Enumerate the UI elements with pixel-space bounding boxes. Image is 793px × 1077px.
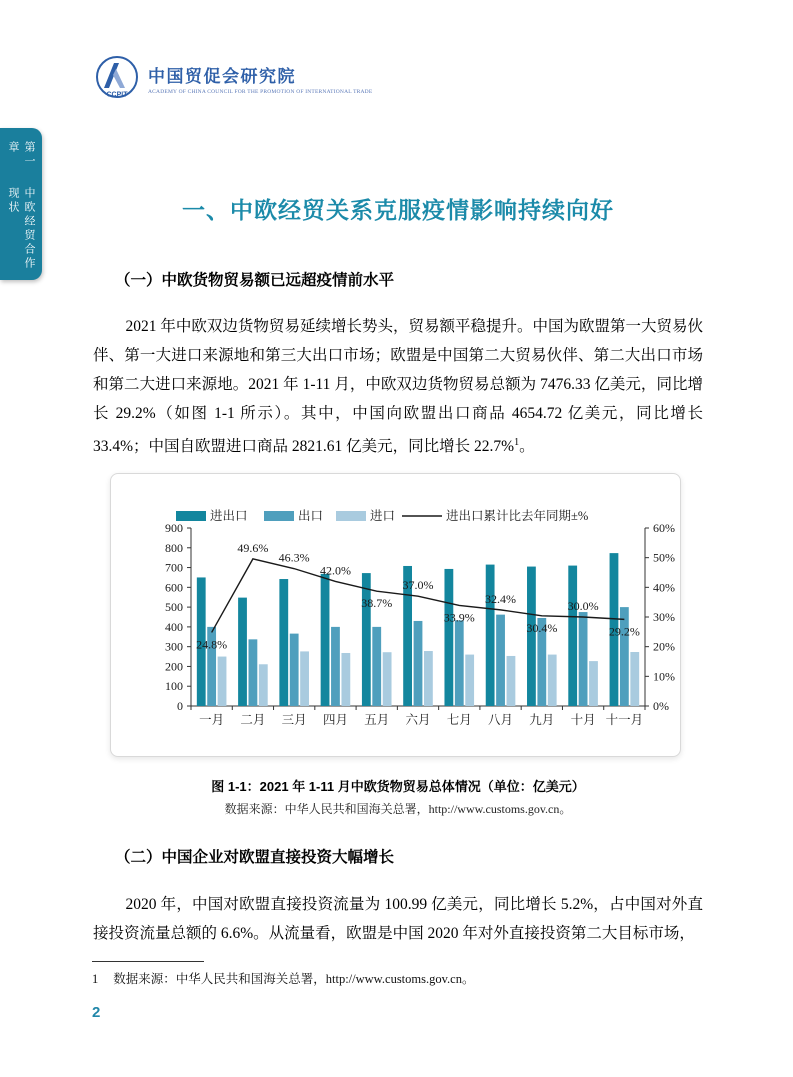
bar: [444, 569, 453, 706]
subsection-1-paragraph: [93, 312, 703, 461]
x-axis-tick-label: 七月: [446, 713, 472, 727]
bar: [218, 657, 227, 706]
right-axis-tick-label: 40%: [653, 580, 675, 595]
paragraph-text: 2021 年中欧双边货物贸易延续增长势头，贸易额平稳提升。中国为欧盟第一大贸易伙伴、第一大进口来源地和第三大出口市场；欧盟是中国第二大贸易伙伴、第二大出口市场和第二大进口来源地。2021 年 1-11 月，中欧双边货物贸易总额为 7476.33 亿美元，同比增长 29.2%（如图 1-1 所示）。其中，中国向欧盟出口商品 4654.72 亿美元，同比增长 33.4%；中国自欧盟进口商品 2821.61 亿美元，同比增长 22.7%: [93, 318, 703, 456]
legend-swatch: [336, 511, 366, 521]
trend-point-label: 32.4%: [485, 591, 517, 606]
legend-swatch: [264, 511, 294, 521]
customs-url-link[interactable]: http://www.customs.gov.cn: [428, 802, 560, 816]
right-axis-tick-label: 10%: [653, 669, 675, 684]
right-axis-tick-label: 20%: [653, 639, 675, 654]
chapter-title: 中欧经贸合作现状: [7, 186, 35, 271]
right-axis-tick-label: 50%: [653, 550, 675, 565]
bar: [630, 652, 639, 706]
trend-point-label: 37.0%: [402, 578, 434, 593]
bar: [568, 566, 577, 706]
trend-point-label: 46.3%: [278, 550, 310, 565]
footnote-ref[interactable]: 1: [514, 437, 520, 448]
bar: [527, 567, 536, 706]
x-axis-tick-label: 八月: [488, 713, 514, 727]
ccpit-logo-icon: [94, 55, 140, 101]
x-axis-tick-label: 六月: [405, 713, 431, 727]
footnote-text: 数据来源：中华人民共和国海关总署，: [113, 972, 326, 986]
section-title: 一、中欧经贸关系克服疫情影响持续向好: [182, 197, 614, 223]
bar: [424, 651, 433, 706]
bar: [331, 627, 340, 706]
left-axis-tick-label: 700: [165, 560, 183, 575]
figure-source: [93, 800, 703, 817]
bar: [249, 639, 258, 706]
left-axis-tick-label: 500: [165, 600, 183, 615]
trend-point-label: 38.7%: [361, 596, 393, 611]
paragraph-text: 2020 年，中国对欧盟直接投资流量为 100.99 亿美元，同比增长 5.2%，占中国对外直接投资流量总额的 6.6%。从流量看，欧盟是中国 2020 年对外直接投资第二大目标市场，: [93, 896, 703, 942]
bar: [362, 573, 371, 706]
footnote-url-link[interactable]: http://www.customs.gov.cn: [325, 972, 462, 986]
footnote: [92, 969, 475, 987]
trend-point-label: 30.0%: [567, 599, 599, 613]
footnote-marker: 1: [92, 972, 99, 986]
paragraph-tail: 。: [519, 438, 535, 456]
x-axis-tick-label: 一月: [199, 713, 225, 727]
logo-name-en: ACADEMY OF CHINA COUNCIL FOR THE PROMOTION OF INTERNATIONAL TRADE: [148, 89, 373, 95]
figure-source-tail: 。: [559, 802, 572, 816]
x-axis-tick-label: 二月: [240, 713, 266, 727]
bar: [321, 574, 330, 706]
footnote-tail: 。: [461, 972, 475, 986]
bar: [620, 607, 629, 706]
x-axis-tick-label: 四月: [322, 713, 348, 727]
bar: [455, 620, 464, 706]
legend-swatch: [176, 511, 206, 521]
trend-point-label: 29.2%: [608, 624, 640, 639]
legend-label: 进出口累计比去年同期±%: [446, 509, 589, 523]
legend-label: 进出口: [210, 509, 248, 523]
chapter-tab[interactable]: [0, 128, 42, 280]
figure-source-text: 数据来源：中华人民共和国海关总署，: [224, 802, 429, 816]
trend-point-label: 49.6%: [237, 540, 269, 555]
x-axis-tick-label: 九月: [529, 713, 555, 727]
left-axis-tick-label: 100: [165, 679, 183, 694]
bar: [496, 615, 505, 706]
subsection-2-paragraph: [93, 890, 703, 948]
logo-name-cn: 中国贸促会研究院: [148, 67, 296, 86]
bar: [238, 598, 247, 706]
left-axis-tick-label: 200: [165, 659, 183, 674]
legend-label: 进口: [370, 509, 396, 523]
right-axis-tick-label: 60%: [653, 521, 675, 535]
bar: [279, 579, 288, 706]
trade-chart: [111, 474, 680, 742]
right-axis-tick-label: 30%: [653, 610, 675, 624]
trend-point-label: 42.0%: [319, 563, 351, 578]
bar: [290, 634, 299, 706]
bar: [300, 651, 309, 706]
trend-point-label: 30.4%: [526, 620, 558, 635]
page-number: 2: [92, 1004, 101, 1021]
left-axis-tick-label: 600: [165, 580, 183, 595]
bar: [259, 664, 268, 706]
logo-acronym: CCPIT: [106, 91, 128, 99]
logo: [94, 55, 372, 101]
bar: [507, 656, 516, 706]
trend-point-label: 33.9%: [443, 610, 475, 625]
x-axis-tick-label: 十月: [570, 713, 596, 727]
x-axis-tick-label: 十一月: [605, 713, 644, 727]
bar: [414, 621, 423, 706]
bar: [486, 565, 495, 706]
subsection-1-heading: （一）中欧货物贸易额已远超疫情前水平: [115, 272, 395, 289]
bar: [548, 655, 557, 706]
bar: [372, 627, 381, 706]
legend-label: 出口: [298, 509, 324, 523]
figure-panel: [110, 473, 681, 757]
x-axis-tick-label: 五月: [364, 713, 390, 727]
figure-caption: 图 1-1：2021 年 1-11 月中欧货物贸易总体情况（单位：亿美元）: [211, 779, 585, 794]
left-axis-tick-label: 400: [165, 619, 183, 634]
bar: [579, 612, 588, 706]
x-axis-tick-label: 三月: [281, 713, 307, 727]
left-axis-tick-label: 300: [165, 639, 183, 654]
chapter-number: 第一章: [7, 141, 35, 169]
bar: [341, 653, 350, 706]
bar: [465, 655, 474, 706]
right-axis-tick-label: 0%: [653, 699, 669, 713]
bar: [383, 652, 392, 706]
bar: [589, 661, 598, 706]
left-axis-tick-label: 0: [177, 699, 183, 713]
left-axis-tick-label: 900: [165, 521, 183, 535]
trend-point-label: 24.8%: [196, 637, 228, 652]
footnote-divider: [92, 961, 204, 962]
subsection-2-heading: （二）中国企业对欧盟直接投资大幅增长: [115, 849, 395, 866]
left-axis-tick-label: 800: [165, 540, 183, 555]
